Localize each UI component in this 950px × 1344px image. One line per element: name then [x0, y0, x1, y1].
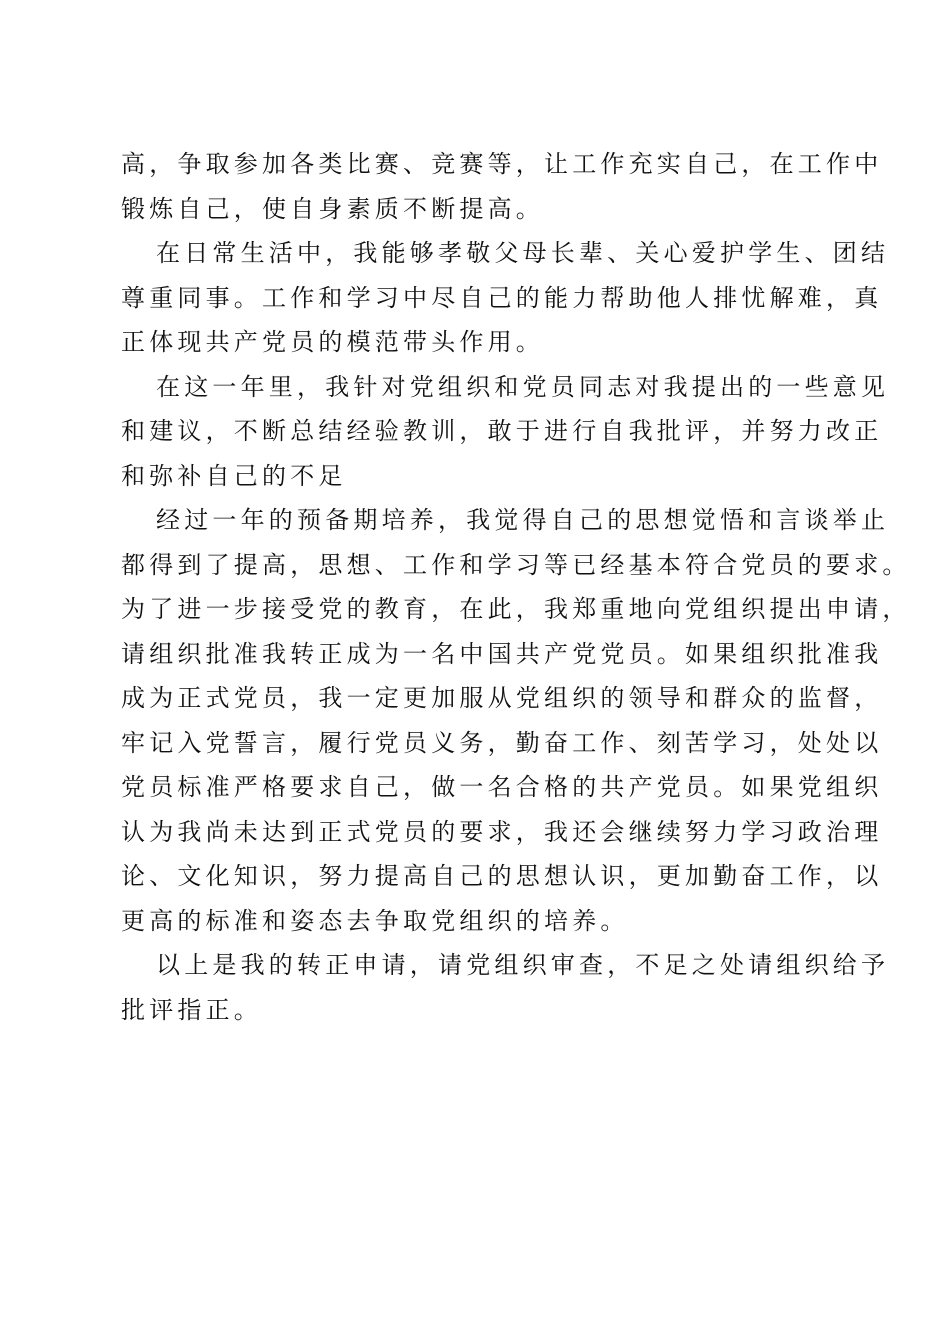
text-line: 认为我尚未达到正式党员的要求，我还会继续努力学习政治理: [121, 818, 883, 846]
paragraph-first-line: 在这一年里，我针对党组织和党员同志对我提出的一些意见: [156, 373, 890, 401]
text-line: 尊重同事。工作和学习中尽自己的能力帮助他人排忧解难，真: [121, 284, 883, 312]
text-line: 和弥补自己的不足: [121, 462, 347, 490]
text-line: 锻炼自己，使自身素质不断提高。: [121, 195, 544, 223]
text-line: 更高的标准和姿态去争取党组织的培养。: [121, 907, 629, 935]
text-line: 都得到了提高，思想、工作和学习等已经基本符合党员的要求。: [121, 551, 911, 579]
text-line: 成为正式党员，我一定更加服从党组织的领导和群众的监督，: [121, 684, 883, 712]
text-line: 论、文化知识，努力提高自己的思想认识，更加勤奋工作，以: [121, 862, 883, 890]
text-line: 为了进一步接受党的教育，在此，我郑重地向党组织提出申请，: [121, 595, 911, 623]
text-line: 请组织批准我转正成为一名中国共产党党员。如果组织批准我: [121, 640, 883, 668]
paragraph-first-line: 在日常生活中，我能够孝敬父母长辈、关心爱护学生、团结: [156, 239, 890, 267]
paragraph-first-line: 以上是我的转正申请，请党组织审查，不足之处请组织给予: [156, 951, 890, 979]
text-line: 正体现共产党员的模范带头作用。: [121, 328, 544, 356]
paragraph-first-line: 经过一年的预备期培养，我觉得自己的思想觉悟和言谈举止: [156, 506, 890, 534]
text-line: 牢记入党誓言，履行党员义务，勤奋工作、刻苦学习，处处以: [121, 729, 883, 757]
text-line: 和建议，不断总结经验教训，敢于进行自我批评，并努力改正: [121, 417, 883, 445]
text-line: 高，争取参加各类比赛、竞赛等，让工作充实自己，在工作中: [121, 150, 883, 178]
text-line: 党员标准严格要求自己，做一名合格的共产党员。如果党组织: [121, 773, 883, 801]
text-line: 批评指正。: [121, 996, 262, 1024]
